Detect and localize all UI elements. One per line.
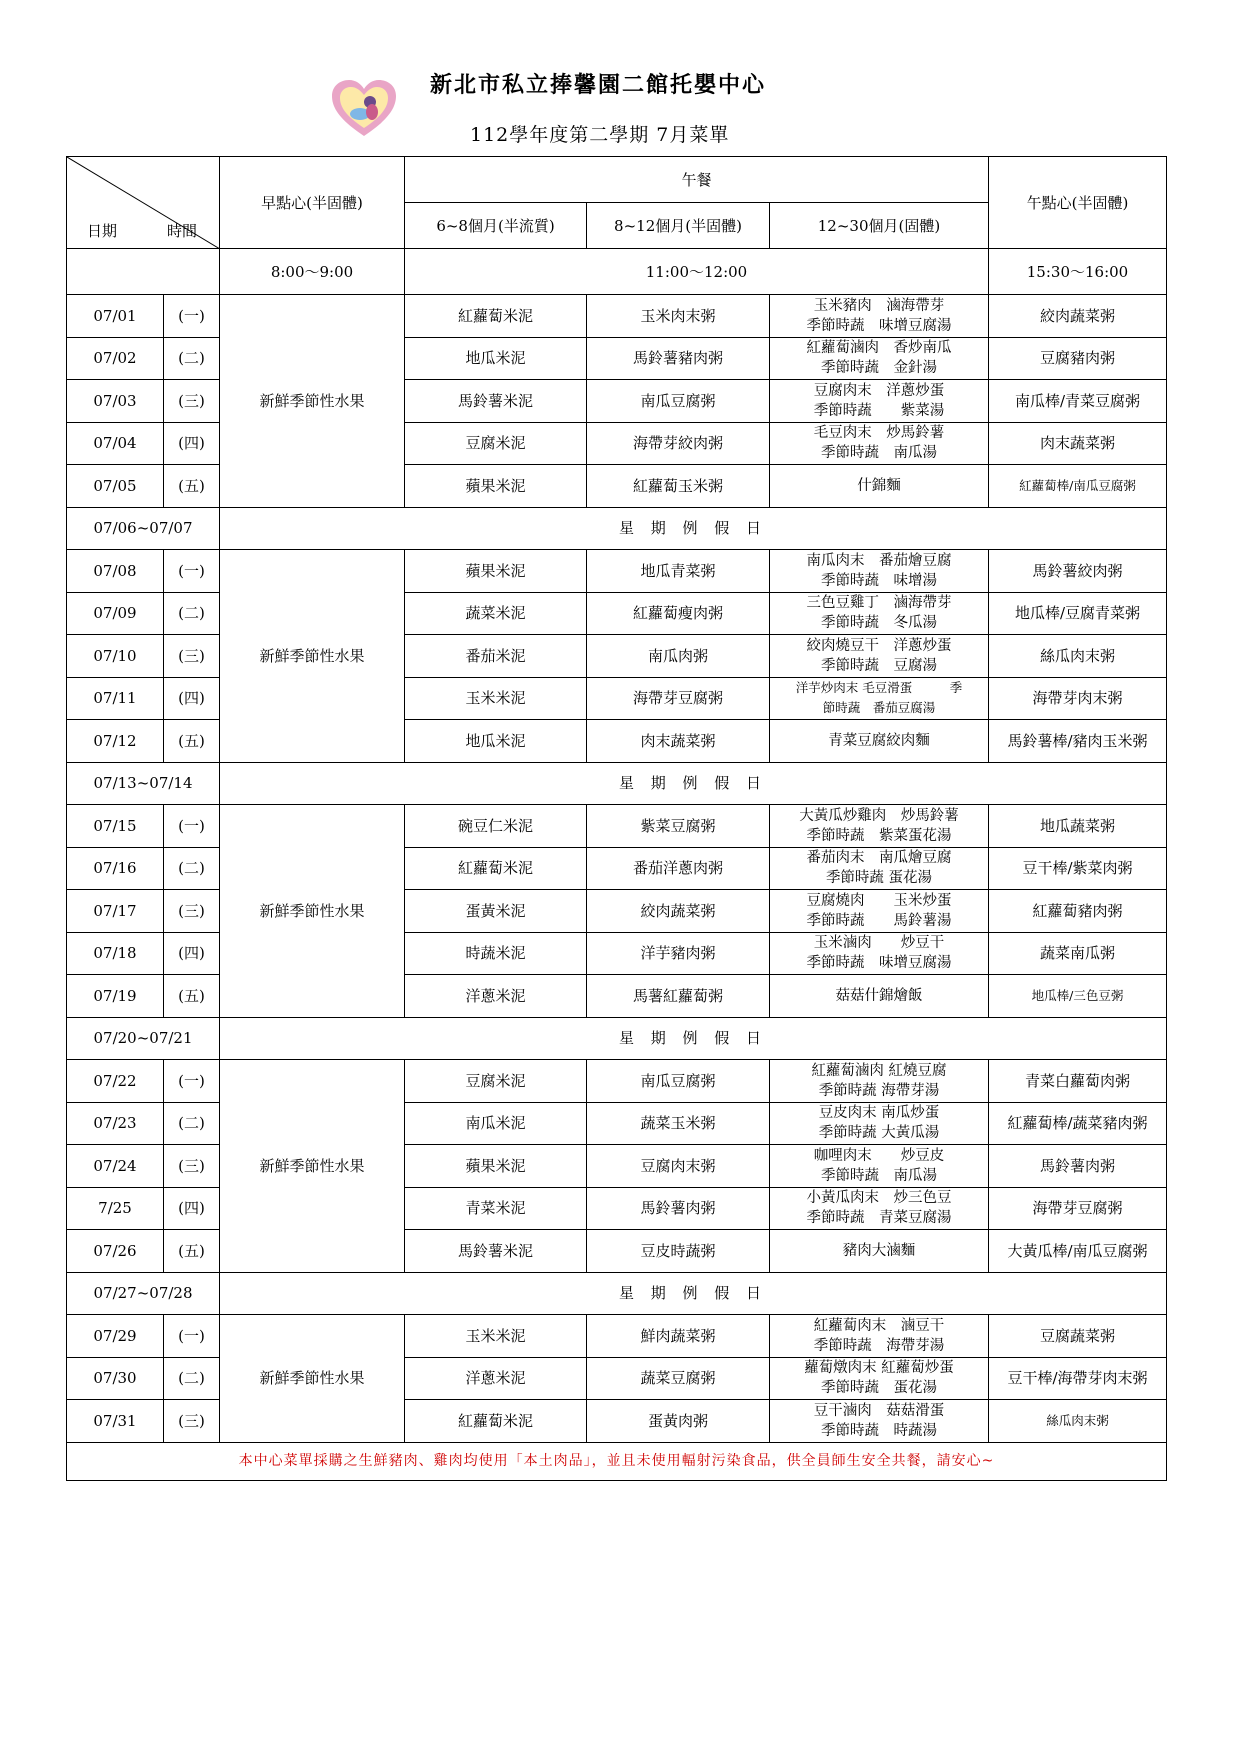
menu-day-row [67,805,1167,848]
lunch-8-12-item: 豆皮時蔬粥 [587,1230,770,1273]
holiday-label: 星 期 例 假 日 [220,1272,1167,1315]
lunch-8-12-item: 地瓜青菜粥 [587,550,770,593]
menu-day-row [67,1315,1167,1358]
snack-item: 海帶芽豆腐粥 [989,1187,1167,1230]
lunch-12-30-item: 青菜豆腐絞肉麵 [770,720,989,763]
day-date: 07/16 [67,847,164,890]
snack-item: 南瓜棒/青菜豆腐粥 [989,380,1167,423]
lunch-6-8-item: 玉米米泥 [405,677,587,720]
menu-table [66,156,1167,1481]
lunch-8-12-item: 絞肉蔬菜粥 [587,890,770,933]
breakfast-fruit: 新鮮季節性水果 [220,805,405,1018]
snack-item: 海帶芽肉末粥 [989,677,1167,720]
lunch-6-8-item: 蘋果米泥 [405,1145,587,1188]
snack-item: 豆干棒/紫菜肉粥 [989,847,1167,890]
lunch-12-30-item: 紅蘿蔔滷肉 紅燒豆腐 季節時蔬 海帶芽湯 [770,1060,989,1103]
lunch-6-8-item: 紅蘿蔔米泥 [405,295,587,338]
holiday-row [67,762,1167,805]
snack-item: 馬鈴薯棒/豬肉玉米粥 [989,720,1167,763]
lunch-6-8-item: 馬鈴薯米泥 [405,380,587,423]
lunch-8-12-item: 肉末蔬菜粥 [587,720,770,763]
lunch-8-12-item: 紅蘿蔔瘦肉粥 [587,592,770,635]
snack-time: 15:30～16:00 [989,249,1167,295]
day-date: 07/26 [67,1230,164,1273]
lunch-6-8-item: 蘋果米泥 [405,465,587,508]
snack-item: 豆干棒/海帶芽肉末粥 [989,1357,1167,1400]
lunch-8-12-item: 南瓜肉粥 [587,635,770,678]
day-weekday: (二) [164,847,220,890]
lunch-8-12-item: 馬鈴薯肉粥 [587,1187,770,1230]
lunch-6-8-item: 時蔬米泥 [405,932,587,975]
date-time-header-cell [67,157,220,249]
holiday-date-range: 07/27~07/28 [67,1272,220,1315]
day-weekday: (二) [164,592,220,635]
lunch-header: 午餐 [405,157,989,203]
snack-item: 紅蘿蔔棒/蔬菜豬肉粥 [989,1102,1167,1145]
footer-notice: 本中心菜單採購之生鮮豬肉、雞肉均使用「本土肉品」，並且未使用輻射污染食品，供全員師生安全共餐，請安心~ [67,1442,1167,1480]
lunch-12-30-item: 絞肉燒豆干 洋蔥炒蛋 季節時蔬 豆腐湯 [770,635,989,678]
day-weekday: (三) [164,1145,220,1188]
day-date: 07/24 [67,1145,164,1188]
day-weekday: (四) [164,1187,220,1230]
day-date: 07/15 [67,805,164,848]
lunch-6-8-item: 蔬菜米泥 [405,592,587,635]
breakfast-fruit: 新鮮季節性水果 [220,550,405,763]
lunch-12-30-item: 洋芋炒肉末 毛豆滑蛋 季 節時蔬 番茄豆腐湯 [770,677,989,720]
day-weekday: (五) [164,1230,220,1273]
lunch-8-12-item: 南瓜豆腐粥 [587,380,770,423]
snack-item: 紅蘿蔔豬肉粥 [989,890,1167,933]
lunch-8-12-item: 紫菜豆腐粥 [587,805,770,848]
day-weekday: (四) [164,677,220,720]
lunch-8-12-item: 洋芋豬肉粥 [587,932,770,975]
lunch-6-8-item: 南瓜米泥 [405,1102,587,1145]
menu-day-row [67,550,1167,593]
snack-header: 午點心(半固體) [989,157,1167,249]
day-date: 07/10 [67,635,164,678]
holiday-row [67,1272,1167,1315]
lunch-6-8-item: 玉米米泥 [405,1315,587,1358]
lunch-6-8-item: 碗豆仁米泥 [405,805,587,848]
day-date: 07/19 [67,975,164,1018]
day-date: 07/17 [67,890,164,933]
heart-logo-icon [330,78,398,140]
day-date: 07/02 [67,337,164,380]
breakfast-fruit: 新鮮季節性水果 [220,1060,405,1273]
lunch-6-8-item: 青菜米泥 [405,1187,587,1230]
time-header-label: 時間 [167,222,198,240]
day-date: 07/18 [67,932,164,975]
day-date: 07/29 [67,1315,164,1358]
lunch-12-30-item: 豬肉大滷麵 [770,1230,989,1273]
snack-item: 地瓜蔬菜粥 [989,805,1167,848]
day-date: 07/05 [67,465,164,508]
lunch-8-12-item: 番茄洋蔥肉粥 [587,847,770,890]
day-date: 07/22 [67,1060,164,1103]
snack-item: 地瓜棒/豆腐青菜粥 [989,592,1167,635]
day-weekday: (五) [164,465,220,508]
day-weekday: (二) [164,1102,220,1145]
holiday-row [67,1017,1167,1060]
day-date: 07/31 [67,1400,164,1443]
day-weekday: (一) [164,550,220,593]
lunch-6-8-item: 紅蘿蔔米泥 [405,847,587,890]
snack-item: 馬鈴薯絞肉粥 [989,550,1167,593]
day-weekday: (四) [164,932,220,975]
lunch-12-30-item: 蘿蔔燉肉末 紅蘿蔔炒蛋 季節時蔬 蛋花湯 [770,1357,989,1400]
lunch-8-12-item: 南瓜豆腐粥 [587,1060,770,1103]
holiday-date-range: 07/20~07/21 [67,1017,220,1060]
lunch-8-12-item: 蔬菜豆腐粥 [587,1357,770,1400]
day-date: 7/25 [67,1187,164,1230]
day-date: 07/03 [67,380,164,423]
lunch-8-12-item: 蔬菜玉米粥 [587,1102,770,1145]
holiday-date-range: 07/06~07/07 [67,507,220,550]
day-date: 07/11 [67,677,164,720]
snack-item: 絲瓜肉末粥 [989,1400,1167,1443]
page-header [0,60,1240,150]
lunch-6-8-item: 豆腐米泥 [405,1060,587,1103]
lunch-12-30-item: 毛豆肉末 炒馬鈴薯 季節時蔬 南瓜湯 [770,422,989,465]
lunch-8-12-item: 紅蘿蔔玉米粥 [587,465,770,508]
day-weekday: (一) [164,1060,220,1103]
page-title: 新北市私立捧馨園二館托嬰中心 [430,72,767,98]
menu-day-row [67,1060,1167,1103]
lunch-8-12-item: 豆腐肉末粥 [587,1145,770,1188]
lunch-12-30-item: 南瓜肉末 番茄燴豆腐 季節時蔬 味增湯 [770,550,989,593]
day-weekday: (五) [164,975,220,1018]
snack-item: 豆腐蔬菜粥 [989,1315,1167,1358]
day-weekday: (一) [164,295,220,338]
lunch-6-8-item: 地瓜米泥 [405,720,587,763]
lunch-8-12-header: 8~12個月(半固體) [587,203,770,249]
menu-day-row [67,295,1167,338]
lunch-12-30-item: 番茄肉末 南瓜燴豆腐 季節時蔬 蛋花湯 [770,847,989,890]
snack-item: 肉末蔬菜粥 [989,422,1167,465]
snack-item: 絞肉蔬菜粥 [989,295,1167,338]
breakfast-fruit: 新鮮季節性水果 [220,295,405,508]
lunch-12-30-item: 大黃瓜炒雞肉 炒馬鈴薯 季節時蔬 紫菜蛋花湯 [770,805,989,848]
day-weekday: (三) [164,635,220,678]
lunch-8-12-item: 海帶芽豆腐粥 [587,677,770,720]
day-weekday: (四) [164,422,220,465]
lunch-12-30-item: 三色豆雞丁 滷海帶芽 季節時蔬 冬瓜湯 [770,592,989,635]
holiday-label: 星 期 例 假 日 [220,1017,1167,1060]
lunch-12-30-item: 玉米滷肉 炒豆干 季節時蔬 味增豆腐湯 [770,932,989,975]
lunch-12-30-item: 小黃瓜肉末 炒三色豆 季節時蔬 青菜豆腐湯 [770,1187,989,1230]
day-date: 07/12 [67,720,164,763]
day-date: 07/30 [67,1357,164,1400]
snack-item: 馬鈴薯肉粥 [989,1145,1167,1188]
snack-item: 大黃瓜棒/南瓜豆腐粥 [989,1230,1167,1273]
lunch-6-8-item: 地瓜米泥 [405,337,587,380]
lunch-8-12-item: 海帶芽絞肉粥 [587,422,770,465]
day-weekday: (一) [164,1315,220,1358]
lunch-12-30-header: 12~30個月(固體) [770,203,989,249]
lunch-time: 11:00～12:00 [405,249,989,295]
lunch-8-12-item: 玉米肉末粥 [587,295,770,338]
holiday-row [67,507,1167,550]
lunch-12-30-item: 菇菇什錦燴飯 [770,975,989,1018]
lunch-6-8-item: 洋蔥米泥 [405,1357,587,1400]
day-weekday: (三) [164,1400,220,1443]
holiday-label: 星 期 例 假 日 [220,762,1167,805]
lunch-6-8-item: 馬鈴薯米泥 [405,1230,587,1273]
lunch-12-30-item: 玉米豬肉 滷海帶芽 季節時蔬 味增豆腐湯 [770,295,989,338]
date-header-label: 日期 [87,222,118,240]
snack-item: 蔬菜南瓜粥 [989,932,1167,975]
day-date: 07/23 [67,1102,164,1145]
lunch-8-12-item: 蛋黃肉粥 [587,1400,770,1443]
day-weekday: (五) [164,720,220,763]
lunch-6-8-item: 紅蘿蔔米泥 [405,1400,587,1443]
day-date: 07/09 [67,592,164,635]
day-date: 07/08 [67,550,164,593]
lunch-8-12-item: 馬鈴薯豬肉粥 [587,337,770,380]
lunch-12-30-item: 豆腐肉末 洋蔥炒蛋 季節時蔬 紫菜湯 [770,380,989,423]
lunch-6-8-item: 蘋果米泥 [405,550,587,593]
day-weekday: (二) [164,1357,220,1400]
lunch-12-30-item: 豆皮肉末 南瓜炒蛋 季節時蔬 大黃瓜湯 [770,1102,989,1145]
lunch-8-12-item: 鮮肉蔬菜粥 [587,1315,770,1358]
lunch-6-8-item: 洋蔥米泥 [405,975,587,1018]
lunch-6-8-header: 6~8個月(半流質) [405,203,587,249]
breakfast-time: 8:00～9:00 [220,249,405,295]
day-weekday: (一) [164,805,220,848]
lunch-12-30-item: 豆干滷肉 菇菇滑蛋 季節時蔬 時蔬湯 [770,1400,989,1443]
lunch-12-30-item: 什錦麵 [770,465,989,508]
page-subtitle: 112學年度第二學期 7月菜單 [470,124,730,146]
snack-item: 青菜白蘿蔔肉粥 [989,1060,1167,1103]
footer-row [67,1442,1167,1480]
lunch-8-12-item: 馬薯紅蘿蔔粥 [587,975,770,1018]
day-date: 07/04 [67,422,164,465]
snack-item: 絲瓜肉末粥 [989,635,1167,678]
day-date: 07/01 [67,295,164,338]
lunch-12-30-item: 紅蘿蔔肉末 滷豆干 季節時蔬 海帶芽湯 [770,1315,989,1358]
holiday-date-range: 07/13~07/14 [67,762,220,805]
snack-item: 地瓜棒/三色豆粥 [989,975,1167,1018]
lunch-6-8-item: 蛋黃米泥 [405,890,587,933]
day-weekday: (二) [164,337,220,380]
breakfast-fruit: 新鮮季節性水果 [220,1315,405,1443]
lunch-12-30-item: 豆腐燒肉 玉米炒蛋 季節時蔬 馬鈴薯湯 [770,890,989,933]
lunch-6-8-item: 番茄米泥 [405,635,587,678]
lunch-12-30-item: 咖哩肉末 炒豆皮 季節時蔬 南瓜湯 [770,1145,989,1188]
day-weekday: (三) [164,380,220,423]
breakfast-header: 早點心(半固體) [220,157,405,249]
snack-item: 紅蘿蔔棒/南瓜豆腐粥 [989,465,1167,508]
snack-item: 豆腐豬肉粥 [989,337,1167,380]
time-row-blank [67,249,220,295]
lunch-12-30-item: 紅蘿蔔滷肉 香炒南瓜 季節時蔬 金針湯 [770,337,989,380]
holiday-label: 星 期 例 假 日 [220,507,1167,550]
day-weekday: (三) [164,890,220,933]
lunch-6-8-item: 豆腐米泥 [405,422,587,465]
